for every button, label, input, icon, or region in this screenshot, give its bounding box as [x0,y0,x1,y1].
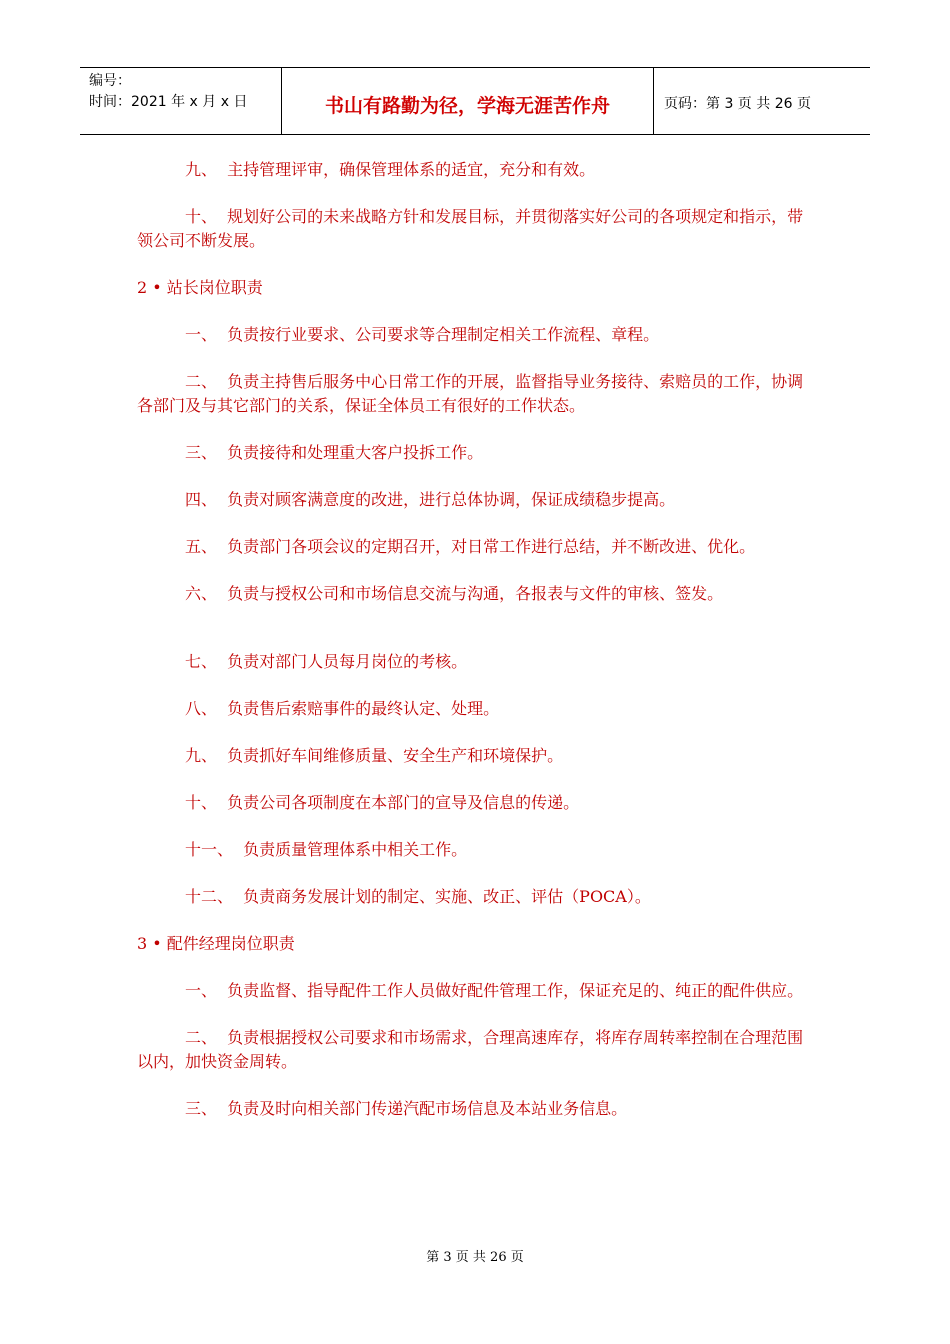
document-body [137,158,817,1144]
header-motto-cell [282,68,654,134]
body-paragraph: 二、 负责根据授权公司要求和市场需求，合理高速库存，将库存周转率控制在合理范围以内，加快资金周转。 [137,1028,804,1071]
body-paragraph: 九、 主持管理评审，确保管理体系的适宜，充分和有效。 [185,160,596,179]
footer-page-number: 第 3 页 共 26 页 [426,1250,524,1265]
header-meta-cell [80,68,282,134]
body-paragraph: 三、 负责接待和处理重大客户投拆工作。 [185,443,484,462]
header-page-label: 页码：第 3 页 共 26 页 [664,96,811,112]
body-paragraph: 九、 负责抓好车间维修质量、安全生产和环境保护。 [185,746,564,765]
header-motto: 书山有路勤为径，学海无涯苦作舟 [324,94,610,117]
body-paragraph: 十、 规划好公司的未来战略方针和发展目标，并贯彻落实好公司的各项规定和指示，带领公司不断发展。 [137,207,804,250]
document-header [80,67,870,135]
page-footer [0,1246,950,1265]
body-paragraph: 六、 负责与授权公司和市场信息交流与沟通，各报表与文件的审核、签发。 [185,584,724,603]
body-paragraph: 七、 负责对部门人员每月岗位的考核。 [185,652,468,671]
body-paragraph: 一、 负责按行业要求、公司要求等合理制定相关工作流程、章程。 [185,325,660,344]
body-paragraph: 八、 负责售后索赔事件的最终认定、处理。 [185,699,500,718]
body-paragraph: 四、 负责对顾客满意度的改进，进行总体协调，保证成绩稳步提高。 [185,490,676,509]
body-paragraph: 五、 负责部门各项会议的定期召开，对日常工作进行总结，并不断改进、优化。 [185,537,756,556]
body-paragraph: 二、 负责主持售后服务中心日常工作的开展，监督指导业务接待、索赔员的工作，协调各部门及与其它部门的关系，保证全体员工有很好的工作状态。 [137,372,804,415]
section-heading: 3 • 配件经理岗位职责 [137,934,295,953]
body-paragraph: 十一、 负责质量管理体系中相关工作。 [185,840,468,859]
document-time-label: 时间：2021 年 x 月 x 日 [89,94,248,110]
document-number-label: 编号： [89,73,131,89]
body-paragraph: 一、 负责监督、指导配件工作人员做好配件管理工作，保证充足的、纯正的配件供应。 [185,981,804,1000]
header-page-cell [654,68,870,134]
body-paragraph: 十、 负责公司各项制度在本部门的宣导及信息的传递。 [185,793,580,812]
body-paragraph: 十二、 负责商务发展计划的制定、实施、改正、评估（POCA）。 [185,887,651,906]
section-heading: 2 • 站长岗位职责 [137,278,263,297]
body-paragraph: 三、 负责及时向相关部门传递汽配市场信息及本站业务信息。 [185,1099,628,1118]
